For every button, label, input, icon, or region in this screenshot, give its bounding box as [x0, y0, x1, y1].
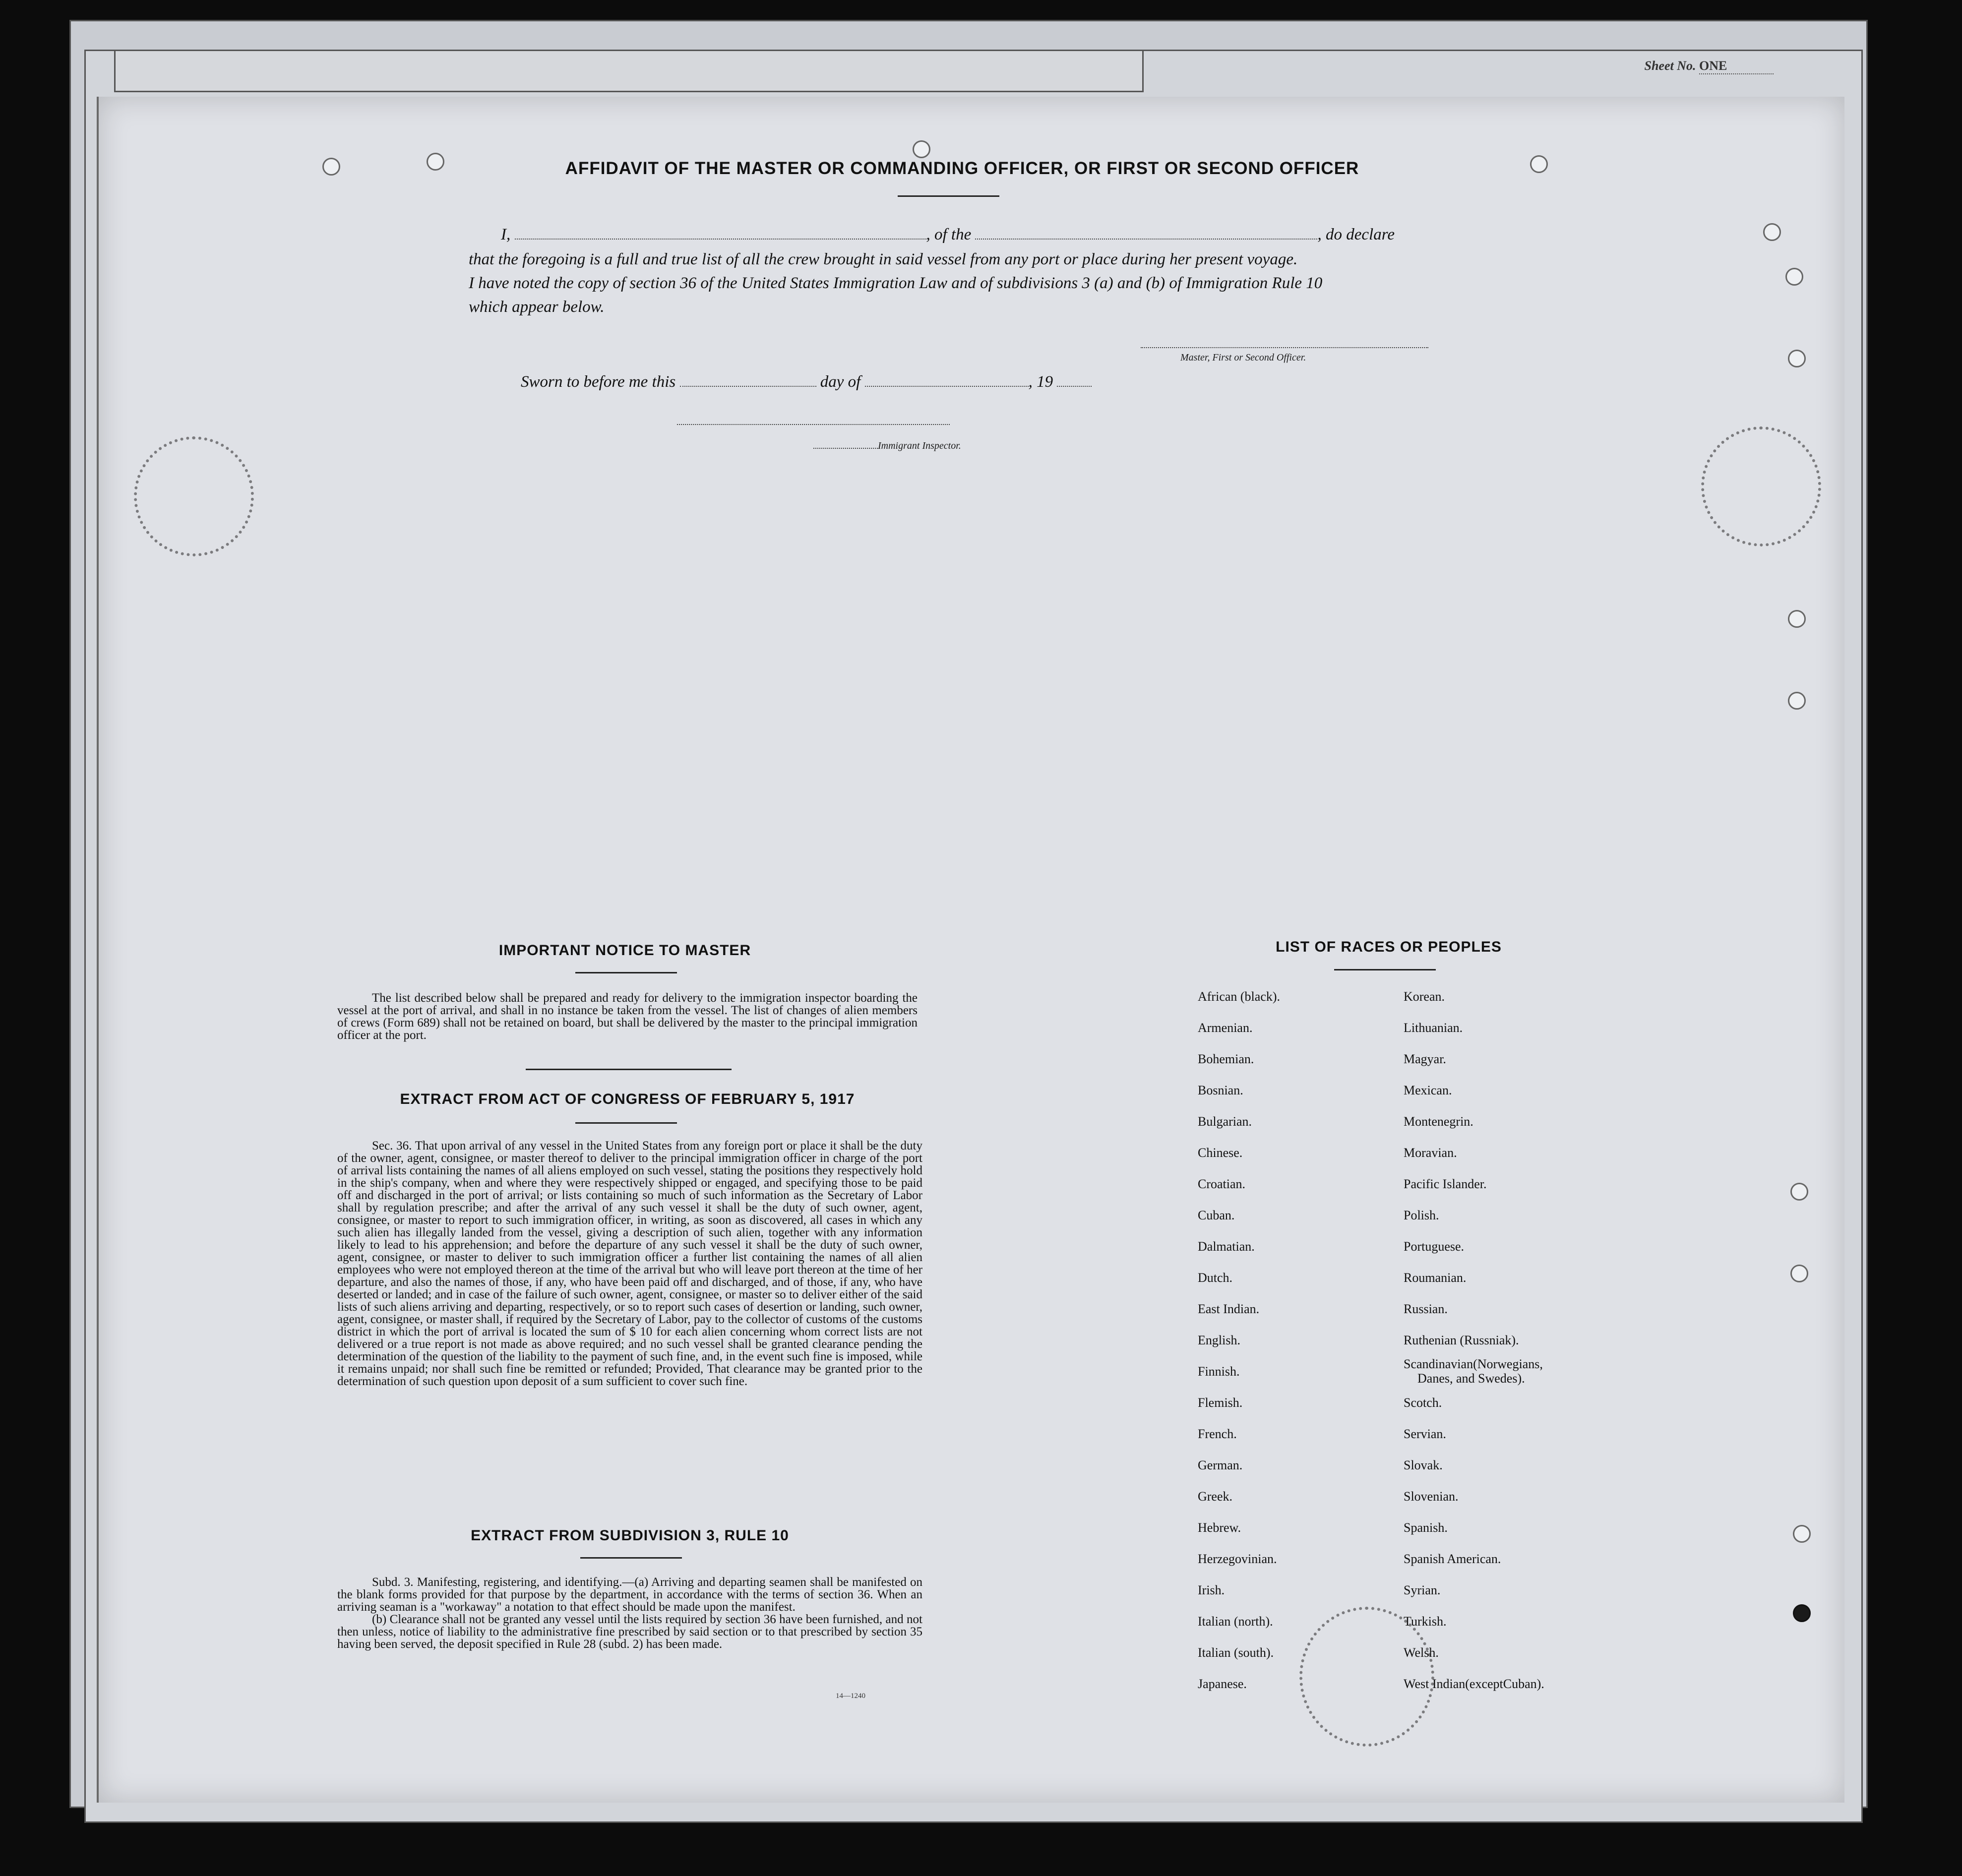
affidavit-body-1: that the foregoing is a full and true list of all the crew brought in said vessel from any port or place during her present voyage. [469, 250, 1298, 268]
vessel-field[interactable] [975, 239, 1317, 240]
race-item: Turkish. [1404, 1614, 1447, 1629]
divider [575, 972, 677, 973]
punch-hole [1790, 1265, 1808, 1282]
race-item: Greek. [1198, 1489, 1233, 1504]
race-item: German. [1198, 1458, 1243, 1472]
signature-label: Master, First or Second Officer. [1180, 352, 1306, 363]
race-item: Cuban. [1198, 1208, 1235, 1222]
race-item: Slovak. [1404, 1458, 1443, 1472]
divider [1334, 969, 1436, 970]
race-item: Armenian. [1198, 1021, 1253, 1035]
race-item: Japanese. [1198, 1677, 1247, 1691]
race-item: Korean. [1404, 989, 1445, 1004]
sheet-number [1645, 59, 1774, 74]
form-sheet [97, 97, 1844, 1803]
affidavit-i-label: I, [501, 226, 511, 243]
notice-paragraph: The list described below shall be prepared and ready for delivery to the immigration inspector boarding the vessel at the port of arrival, and shall in no instance be taken from the vessel. The list of changes of alien members of crews (Form 689) shall not be retained on board, but shall be delivered by the master to the principal immigration officer at the port. [337, 991, 918, 1042]
sheet-number-value: ONE [1699, 59, 1774, 74]
sworn-line [521, 373, 1092, 391]
sworn-year-field[interactable] [1057, 386, 1092, 387]
notice-title: IMPORTANT NOTICE TO MASTER [498, 942, 751, 959]
sworn-year-label: , 19 [1028, 373, 1053, 391]
race-item: African (black). [1198, 989, 1281, 1004]
sworn-day-label: day of [820, 373, 861, 391]
extract-act-text [337, 1140, 922, 1388]
punch-hole [913, 140, 930, 158]
race-item: English. [1198, 1333, 1240, 1347]
punch-hole [1793, 1525, 1811, 1543]
affidavit-title: AFFIDAVIT OF THE MASTER OR COMMANDING OFFICER, OR FIRST OR SECOND OFFICER [565, 159, 1359, 178]
race-item: Finnish. [1198, 1364, 1240, 1379]
extract-rule-title: EXTRACT FROM SUBDIVISION 3, RULE 10 [471, 1527, 789, 1544]
races-title: LIST OF RACES OR PEOPLES [1276, 939, 1502, 955]
punch-hole [1790, 1183, 1808, 1201]
race-item: Servian. [1404, 1427, 1446, 1441]
punch-hole [1793, 1604, 1811, 1622]
extract-act-title: EXTRACT FROM ACT OF CONGRESS OF FEBRUARY 5, 1917 [400, 1091, 855, 1107]
form-number: 14—1240 [836, 1692, 865, 1700]
race-item: Bosnian. [1198, 1083, 1243, 1097]
race-item: Croatian. [1198, 1177, 1246, 1191]
sworn-prefix: Sworn to before me this [521, 373, 676, 391]
race-item: Welsh. [1404, 1645, 1439, 1660]
punch-hole [1530, 155, 1548, 173]
race-item: Moravian. [1404, 1146, 1457, 1160]
punch-hole [1788, 610, 1806, 628]
ink-stamp [1701, 426, 1821, 546]
race-item: Chinese. [1198, 1146, 1243, 1160]
affidavit-body-2: I have noted the copy of section 36 of the United States Immigration Law and of subdivisions 3 (a) and (b) of Immigration Rule 10 [469, 274, 1323, 292]
race-item: Russian. [1404, 1302, 1448, 1316]
race-item: Ruthenian (Russniak). [1404, 1333, 1519, 1347]
race-item: Hebrew. [1198, 1520, 1241, 1535]
punch-hole [1763, 223, 1781, 241]
divider [526, 1069, 732, 1070]
ink-stamp [134, 436, 254, 556]
notice-text [337, 992, 918, 1041]
race-item: Spanish American. [1404, 1552, 1501, 1566]
race-item: Portuguese. [1404, 1239, 1465, 1254]
back-page-3 [114, 50, 1144, 92]
race-item: Roumanian. [1404, 1271, 1467, 1285]
affidavit-body-3: which appear below. [469, 298, 605, 316]
inspector-label-text: Immigrant Inspector. [878, 440, 961, 451]
race-item: French. [1198, 1427, 1237, 1441]
race-item: Syrian. [1404, 1583, 1441, 1597]
divider [580, 1557, 682, 1559]
punch-hole [1785, 268, 1803, 286]
sheet-number-label: Sheet No. [1644, 59, 1696, 73]
punch-hole [322, 158, 340, 176]
race-item: West Indian(exceptCuban). [1404, 1677, 1544, 1691]
divider [898, 195, 999, 197]
subdivision-b-paragraph: (b) Clearance shall not be granted any vessel until the lists required by section 36 have been furnished, and not then unless, notice of liability to the administrative fine prescribed by said section or to that prescribed by section 35 having been served, the deposit specified in Rule 28 (subd. 2) has been made. [337, 1613, 922, 1651]
punch-hole [1788, 350, 1806, 367]
inspector-signature-field[interactable] [677, 424, 950, 425]
race-item: Pacific Islander. [1404, 1177, 1487, 1191]
race-item: Magyar. [1404, 1052, 1446, 1066]
signature-field[interactable] [1141, 347, 1428, 348]
race-item: Slovenian. [1404, 1489, 1459, 1504]
race-item: Italian (south). [1198, 1645, 1274, 1660]
punch-hole [427, 153, 444, 171]
race-item: Flemish. [1198, 1395, 1243, 1410]
extract-rule-text [337, 1576, 922, 1650]
race-item: Dalmatian. [1198, 1239, 1255, 1254]
subdivision-a-paragraph: Subd. 3. Manifesting, registering, and identifying.—(a) Arriving and departing seamen shall be manifested on the blank forms provided for that purpose by the department, in accordance with the terms of section 36. When an arriving seaman is a "workaway" a notation to that effect should be made upon the manifest. [337, 1575, 922, 1614]
affidavit-of-label: , of the [926, 226, 972, 243]
inspector-label [813, 440, 961, 452]
sworn-day-field[interactable] [680, 386, 816, 387]
section-36-paragraph: Sec. 36. That upon arrival of any vessel in the United States from any foreign port or place it shall be the duty of the owner, agent, consignee, or master thereof to deliver to the principal immigration officer in charge of the port of arrival lists containing the names of all aliens employed on such vessel, stating the positions they respectively hold in the ship's company, when and where they were respectively shipped or engaged, and specifying those to be paid off and discharged in the port of arrival; or lists containing so much of such information as the Secretary of Labor shall by regulation prescribe; and after the arrival of any such vessel it shall be the duty of such owner, agent, consignee, or master to report to such immigration officer, in writing, as soon as discovered, all cases in which any such alien has illegally landed from the vessel, giving a description of such alien, together with any information likely to lead to his apprehension; and before the departure of any such vessel it shall be the duty of such owner, agent, consignee, or master to deliver to such immigration officer a further list containing the names of all alien employees who were not employed thereon at the time of the arrival but who will leave port thereon at the time of her departure, and also the names of those, if any, who have been paid off and discharged, and of those, if any, who have deserted or landed; and in case of the failure of such owner, agent, consignee, or master so to deliver either of the said lists of such aliens arriving and departing, respectively, or so to report such cases of desertion or landing, such owner, agent, consignee, or master shall, if required by the Secretary of Labor, pay to the collector of customs of the customs district in which the port of arrival is located the sum of $ 10 for each alien concerning whom correct lists are not delivered or a true report is not made as above required; and no such vessel shall be granted clearance pending the determination of the question of the liability to the payment of such fine, and, in the event such fine is imposed, while it remains unpaid; nor shall such fine be remitted or refunded; Provided, That clearance may be granted prior to the determination of such question upon deposit of a sum sufficient to cover such fine. [337, 1139, 922, 1388]
race-item: Scotch. [1404, 1395, 1442, 1410]
race-item: Polish. [1404, 1208, 1439, 1222]
divider [575, 1122, 677, 1124]
race-item: Mexican. [1404, 1083, 1452, 1097]
punch-hole [1788, 692, 1806, 710]
race-item: Irish. [1198, 1583, 1225, 1597]
race-item: Montenegrin. [1404, 1114, 1473, 1129]
race-item: Herzegovinian. [1198, 1552, 1277, 1566]
affidavit-declare-label: , do declare [1317, 226, 1395, 243]
race-item: Bohemian. [1198, 1052, 1254, 1066]
race-item: Spanish. [1404, 1520, 1448, 1535]
race-item: Bulgarian. [1198, 1114, 1252, 1129]
sworn-month-field[interactable] [865, 386, 1029, 387]
race-item: Scandinavian(Norwegians, [1404, 1357, 1543, 1371]
affidavit-declarant-line [501, 226, 1395, 244]
race-item: Danes, and Swedes). [1417, 1371, 1525, 1386]
race-item: Italian (north). [1198, 1614, 1273, 1629]
name-field[interactable] [515, 239, 926, 240]
race-item: Lithuanian. [1404, 1021, 1463, 1035]
race-item: East Indian. [1198, 1302, 1260, 1316]
race-item: Dutch. [1198, 1271, 1233, 1285]
